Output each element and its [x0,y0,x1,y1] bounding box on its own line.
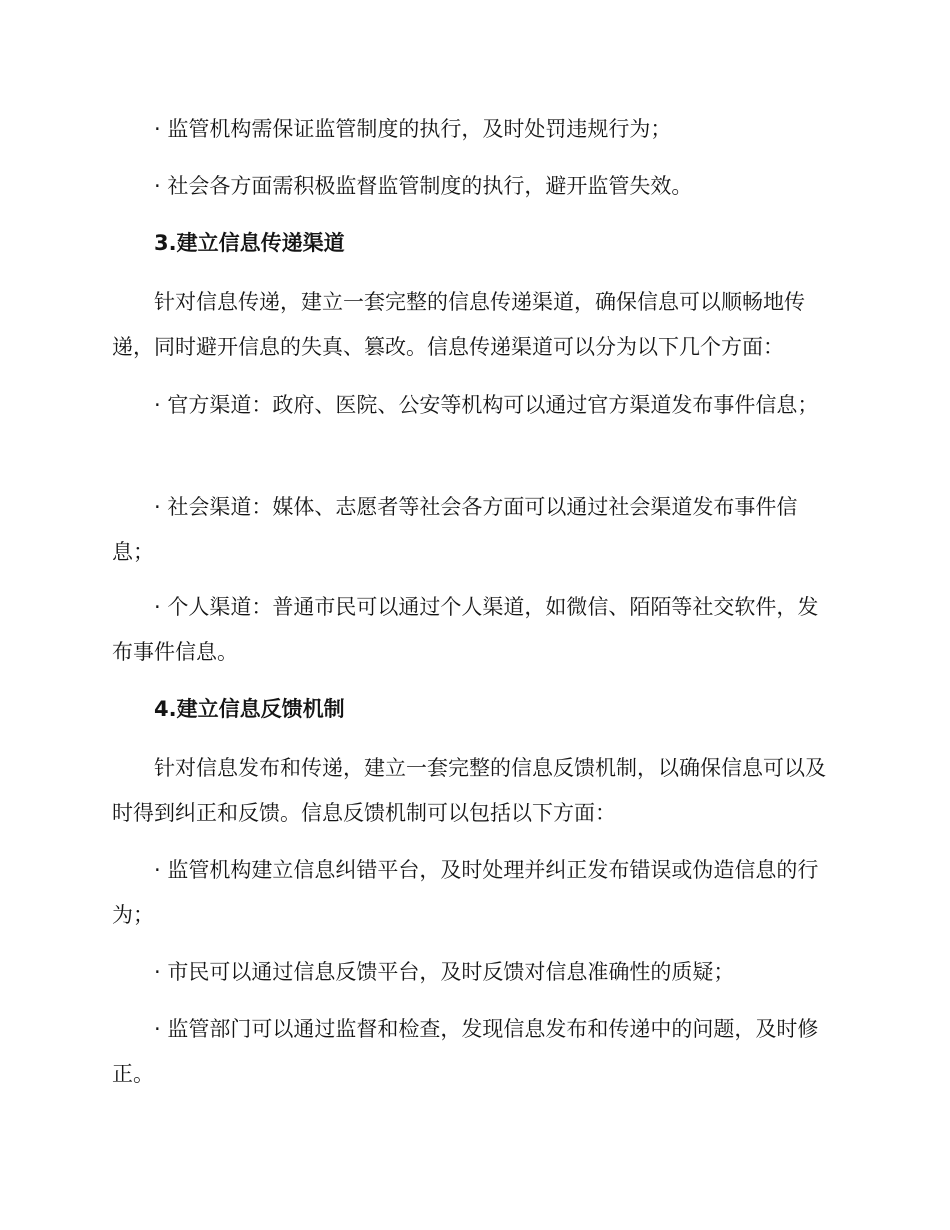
section-heading: 3.建立信息传递渠道 [154,231,345,255]
body-paragraph: 针对信息传递，建立一套完整的信息传递渠道，确保信息可以顺畅地传递，同时避开信息的失真、篡改。信息传递渠道可以分为以下几个方面： [112,290,805,359]
bullet-paragraph: · 社会各方面需积极监督监管制度的执行，避开监管失效。 [154,174,693,198]
bullet-paragraph: · 监管机构需保证监管制度的执行，及时处罚违规行为； [154,117,672,141]
bullet-paragraph: · 官方渠道：政府、医院、公安等机构可以通过官方渠道发布事件信息； [154,393,819,417]
section-heading: 4.建立信息反馈机制 [154,697,345,721]
bullet-paragraph: · 监管部门可以通过监督和检查，发现信息发布和传递中的问题，及时修正。 [112,1017,819,1086]
body-paragraph: 针对信息发布和传递，建立一套完整的信息反馈机制，以确保信息可以及时得到纠正和反馈。信息反馈机制可以包括以下方面： [112,756,826,825]
bullet-paragraph: · 监管机构建立信息纠错平台，及时处理并纠正发布错误或伪造信息的行为； [112,858,819,927]
bullet-paragraph: · 市民可以通过信息反馈平台，及时反馈对信息准确性的质疑； [154,960,735,984]
bullet-paragraph: · 个人渠道：普通市民可以通过个人渠道，如微信、陌陌等社交软件，发布事件信息。 [112,595,819,664]
bullet-paragraph: · 社会渠道：媒体、志愿者等社会各方面可以通过社会渠道发布事件信息； [112,495,798,564]
